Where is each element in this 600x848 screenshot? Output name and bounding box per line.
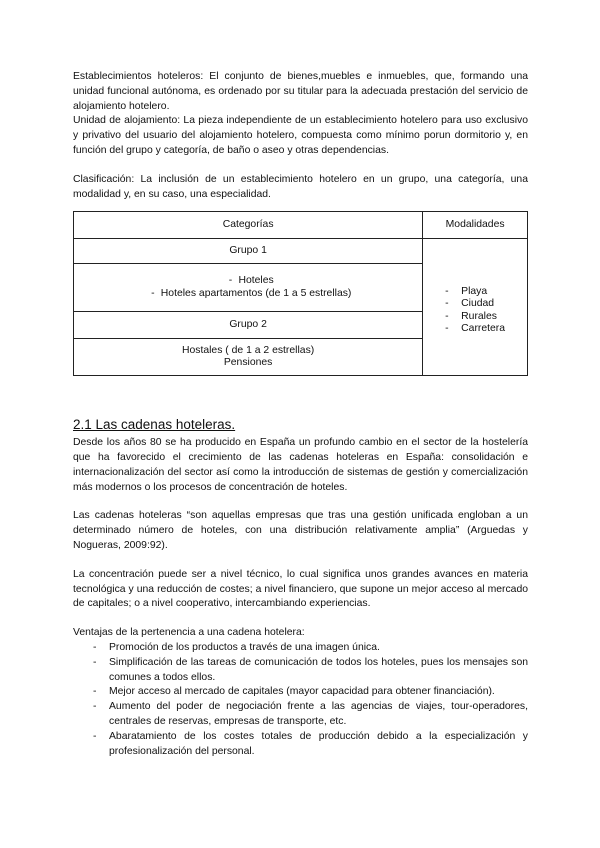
list-item: - Promoción de los productos a través de una imagen única. xyxy=(93,641,380,653)
section-paragraph-2: Las cadenas hoteleras “son aquellas empresas que tras una gestión unificada engloban a un determinado número de hoteles, con una distribución relativamente amplia” (Arguedas y Nogueras, 2009:92). xyxy=(73,510,528,551)
list-item: - Abaratamiento de los costes totales de producción debido a la especialización y profesionalización del personal. xyxy=(93,730,528,757)
list-item: - Simplificación de las tareas de comunicación de todos los hoteles, pues los mensajes son comunes a todos ellos. xyxy=(93,656,528,683)
grupo1-item: - Hoteles xyxy=(228,275,274,287)
cell-grupo2-items xyxy=(74,339,423,376)
section-paragraph-3: La concentración puede ser a nivel técnico, lo cual significa unos grandes avances en materia tecnológica y una reducción de costes; a nivel financiero, que supone un mejor acceso al mercado de capitales; o a nivel cooperativo, intercambiando experiencias. xyxy=(73,568,528,610)
section-paragraph-1: Desde los años 80 se ha producido en España un profundo cambio en el sector de la hostelería que ha favorecido el crecimiento de las cadenas hoteleras en España: consolidación e internacionalización del sector así como la introducción de sistemas de gestión y comercialización más modernos o los procesos de concentración de hoteles. xyxy=(73,437,528,493)
modalidad-item: - Rurales xyxy=(445,310,497,322)
grupo2-line: Hostales ( de 1 a 2 estrellas) xyxy=(181,344,315,356)
ventajas-title: Ventajas de la pertenencia a una cadena hotelera: xyxy=(73,627,305,639)
cell-modalidades xyxy=(423,239,528,376)
grupo2-line: Pensiones xyxy=(223,357,273,369)
cell-grupo2: Grupo 2 xyxy=(74,312,423,339)
list-item: - Aumento del poder de negociación frente a las agencias de viajes, tour-operadores, centrales de reservas, empresas de transporte, etc. xyxy=(93,701,528,727)
modalidad-item: - Carretera xyxy=(445,323,506,335)
header-categorias: Categorías xyxy=(74,212,423,239)
document-page xyxy=(73,70,528,759)
header-modalidades: Modalidades xyxy=(423,212,528,239)
cell-grupo1: Grupo 1 xyxy=(74,239,423,264)
modalidad-item: - Ciudad xyxy=(445,298,495,310)
section-heading: 2.1 Las cadenas hoteleras. xyxy=(73,417,236,433)
definition-clasificacion: Clasificación: La inclusión de un establecimiento hotelero en un grupo, una categoría, una modalidad y, en su caso, una especialidad. xyxy=(73,173,528,200)
list-item: - Mejor acceso al mercado de capitales (mayor capacidad para obtener financiación). xyxy=(93,686,495,698)
cell-grupo1-items xyxy=(74,264,423,312)
ventajas-list xyxy=(73,641,528,759)
grupo1-item: - Hoteles apartamentos (de 1 a 5 estrellas) xyxy=(151,287,352,299)
modalidad-item: - Playa xyxy=(445,285,488,297)
classification-table xyxy=(73,211,528,376)
definition-establecimientos: Establecimientos hoteleros: El conjunto de bienes,muebles e inmuebles, que, formando una unidad funcional autónoma, es ordenado por su titular para la adecuada prestación del servicio de alojamiento hotelero. xyxy=(73,71,528,112)
definition-unidad: Unidad de alojamiento: La pieza independiente de un establecimiento hotelero para uso exclusivo y privativo del usuario del alojamiento hotelero, compuesta como mínimo porun dormitorio y, en función del grupo y categoría, de baño o aseo y otras dependencias. xyxy=(73,115,528,156)
